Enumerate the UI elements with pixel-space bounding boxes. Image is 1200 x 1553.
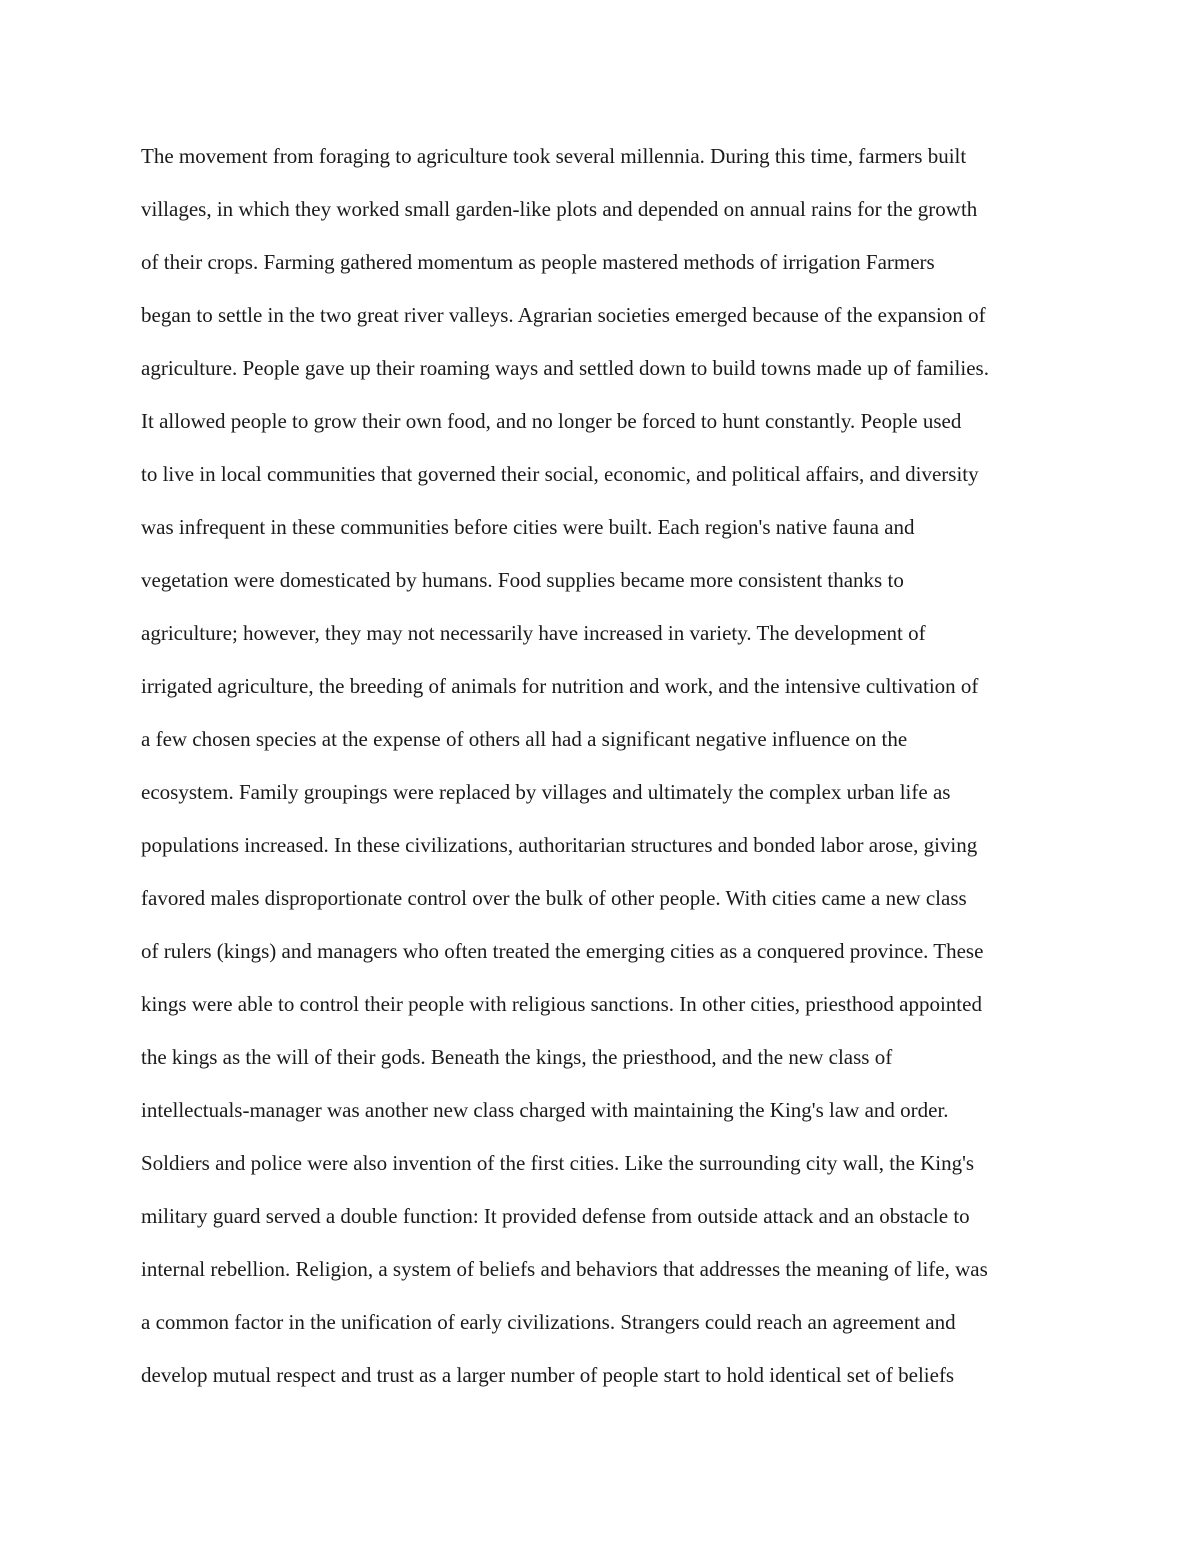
text-line: of rulers (kings) and managers who often treated the emerging cities as a conquered province. These — [141, 939, 984, 963]
text-line: a few chosen species at the expense of others all had a significant negative influence on the — [141, 727, 908, 751]
text-line: began to settle in the two great river valleys. Agrarian societies emerged because of the expansion of — [141, 303, 986, 327]
text-line: of their crops. Farming gathered momentum as people mastered methods of irrigation Farmers — [141, 250, 935, 274]
text-line: kings were able to control their people with religious sanctions. In other cities, priesthood appointed — [141, 992, 982, 1016]
text-line: internal rebellion. Religion, a system of beliefs and behaviors that addresses the meaning of life, was — [141, 1257, 988, 1281]
text-line: to live in local communities that governed their social, economic, and political affairs, and diversity — [141, 462, 979, 486]
text-line: a common factor in the unification of early civilizations. Strangers could reach an agreement and — [141, 1310, 956, 1334]
text-line: favored males disproportionate control over the bulk of other people. With cities came a new class — [141, 886, 967, 910]
text-line: was infrequent in these communities before cities were built. Each region's native fauna and — [141, 515, 915, 539]
text-line: develop mutual respect and trust as a larger number of people start to hold identical set of beliefs — [141, 1363, 955, 1387]
text-line: The movement from foraging to agriculture took several millennia. During this time, farmers built — [141, 144, 967, 168]
text-line: Soldiers and police were also invention of the first cities. Like the surrounding city wall, the King's — [141, 1151, 975, 1175]
text-line: It allowed people to grow their own food, and no longer be forced to hunt constantly. People used — [141, 409, 962, 433]
text-line: villages, in which they worked small garden-like plots and depended on annual rains for the growth — [141, 197, 978, 221]
text-line: intellectuals-manager was another new class charged with maintaining the King's law and order. — [141, 1098, 949, 1122]
text-line: the kings as the will of their gods. Beneath the kings, the priesthood, and the new class of — [141, 1045, 893, 1069]
text-line: vegetation were domesticated by humans. Food supplies became more consistent thanks to — [141, 568, 904, 592]
text-line: military guard served a double function: It provided defense from outside attack and an obstacle to — [141, 1204, 970, 1228]
text-line: agriculture. People gave up their roaming ways and settled down to build towns made up of families. — [141, 356, 989, 380]
text-line: populations increased. In these civilizations, authoritarian structures and bonded labor arose, giving — [141, 833, 978, 857]
body-paragraph — [141, 141, 1071, 1413]
text-line: agriculture; however, they may not necessarily have increased in variety. The development of — [141, 621, 926, 645]
text-line: irrigated agriculture, the breeding of animals for nutrition and work, and the intensive cultivation of — [141, 674, 979, 698]
text-line: ecosystem. Family groupings were replaced by villages and ultimately the complex urban life as — [141, 780, 951, 804]
